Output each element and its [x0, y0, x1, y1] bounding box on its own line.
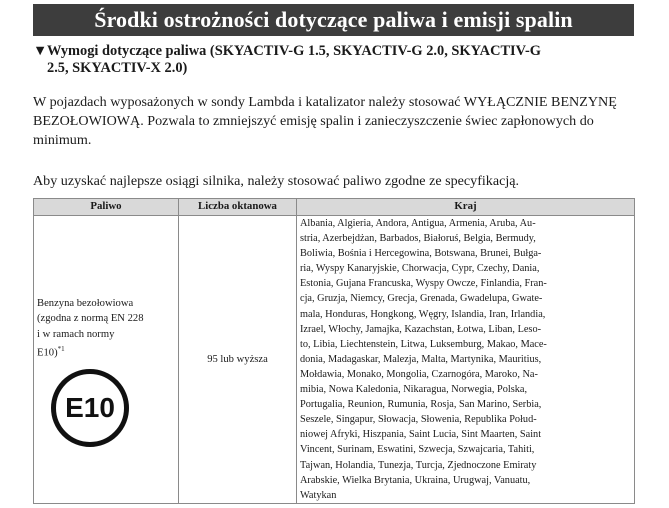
country-line: Mołdawia, Monako, Mongolia, Czarnogóra, Maroko, Na-: [300, 368, 538, 380]
paragraph-unleaded-requirement: W pojazdach wyposażonych w sondy Lambda i katalizator należy stosować WYŁĄCZNIE BENZYNĘ BEZOŁOWIOWĄ. Pozwala to zmniejszyć emisję spalin i zanieczyszczenie świec zapłonowych do minimum.: [33, 94, 617, 148]
fuel-name: [37, 296, 175, 360]
country-line: Seszele, Singapur, Słowacja, Słowenia, Republika Połud-: [300, 414, 537, 426]
fuel-line: Benzyna bezołowiowa: [37, 298, 134, 310]
table-header-row: [34, 199, 635, 216]
octane-cell: 95 lub wyższa: [179, 216, 297, 504]
country-line: donia, Madagaskar, Malezja, Malta, Martynika, Mauritius,: [300, 353, 542, 365]
header-octane: Liczba oktanowa: [179, 199, 297, 216]
header-fuel: Paliwo: [34, 199, 179, 216]
country-line: mibia, Nowa Kaledonia, Nikaragua, Norwegia, Polska,: [300, 384, 528, 396]
section-heading: [33, 43, 633, 77]
country-line: cja, Gruzja, Niemcy, Grecja, Grenada, Gwadelupa, Gwate-: [300, 293, 543, 305]
country-line: Izrael, Włochy, Jamajka, Kazachstan, Łotwa, Liban, Leso-: [300, 323, 542, 335]
country-line: Tajwan, Holandia, Tunezja, Turcja, Zjednoczone Emiraty: [300, 459, 537, 471]
country-line: ria, Wyspy Kanaryjskie, Chorwacja, Cypr, Czechy, Dania,: [300, 263, 540, 275]
footnote-marker: *1: [57, 344, 65, 353]
e10-badge-icon: E10: [51, 369, 129, 447]
header-country: Kraj: [297, 199, 635, 216]
triangle-down-icon: ▼: [33, 43, 48, 59]
country-line: mala, Honduras, Hongkong, Węgry, Islandia, Iran, Irlandia,: [300, 308, 546, 320]
fuel-line: E10): [37, 347, 58, 359]
country-line: Estonia, Gujana Francuska, Wyspy Owcze, Finlandia, Fran-: [300, 278, 547, 290]
paragraph-specification: Aby uzyskać najlepsze osiągi silnika, należy stosować paliwo zgodne ze specyfikacją.: [33, 173, 520, 189]
section-heading-line-1: Wymogi dotyczące paliwa (SKYACTIV-G 1.5, SKYACTIV-G 2.0, SKYACTIV-G: [47, 43, 541, 59]
country-line: to, Libia, Liechtenstein, Litwa, Luksemburg, Makao, Mace-: [300, 338, 547, 350]
country-line: niowej Afryki, Hiszpania, Saint Lucia, Sint Maarten, Saint: [300, 429, 542, 441]
country-line: Vincent, Surinam, Eswatini, Szwecja, Szwajcaria, Tahiti,: [300, 444, 535, 456]
table-row: [34, 216, 635, 504]
page-title: Środki ostrożności dotyczące paliwa i emisji spalin: [33, 4, 634, 36]
country-line: Boliwia, Bośnia i Hercegowina, Botswana, Brunei, Bułga-: [300, 248, 542, 260]
country-line: Watykan: [300, 489, 337, 501]
country-line: Albania, Algieria, Andora, Antigua, Armenia, Aruba, Au-: [300, 218, 536, 229]
fuel-line: (zgodna z normą EN 228: [37, 313, 144, 325]
section-heading-line-2: 2.5, SKYACTIV-X 2.0): [47, 60, 188, 76]
fuel-requirements-table: [33, 198, 635, 504]
country-line: Arabskie, Wielka Brytania, Ukraina, Urugwaj, Vanuatu,: [300, 474, 531, 486]
country-line: stria, Azerbejdżan, Barbados, Białoruś, Belgia, Bermudy,: [300, 233, 536, 245]
fuel-line: i w ramach normy: [37, 328, 115, 340]
country-line: Portugalia, Reunion, Rumunia, Rosja, San Marino, Serbia,: [300, 399, 542, 411]
countries-cell: [297, 216, 635, 504]
fuel-cell: [34, 216, 179, 504]
